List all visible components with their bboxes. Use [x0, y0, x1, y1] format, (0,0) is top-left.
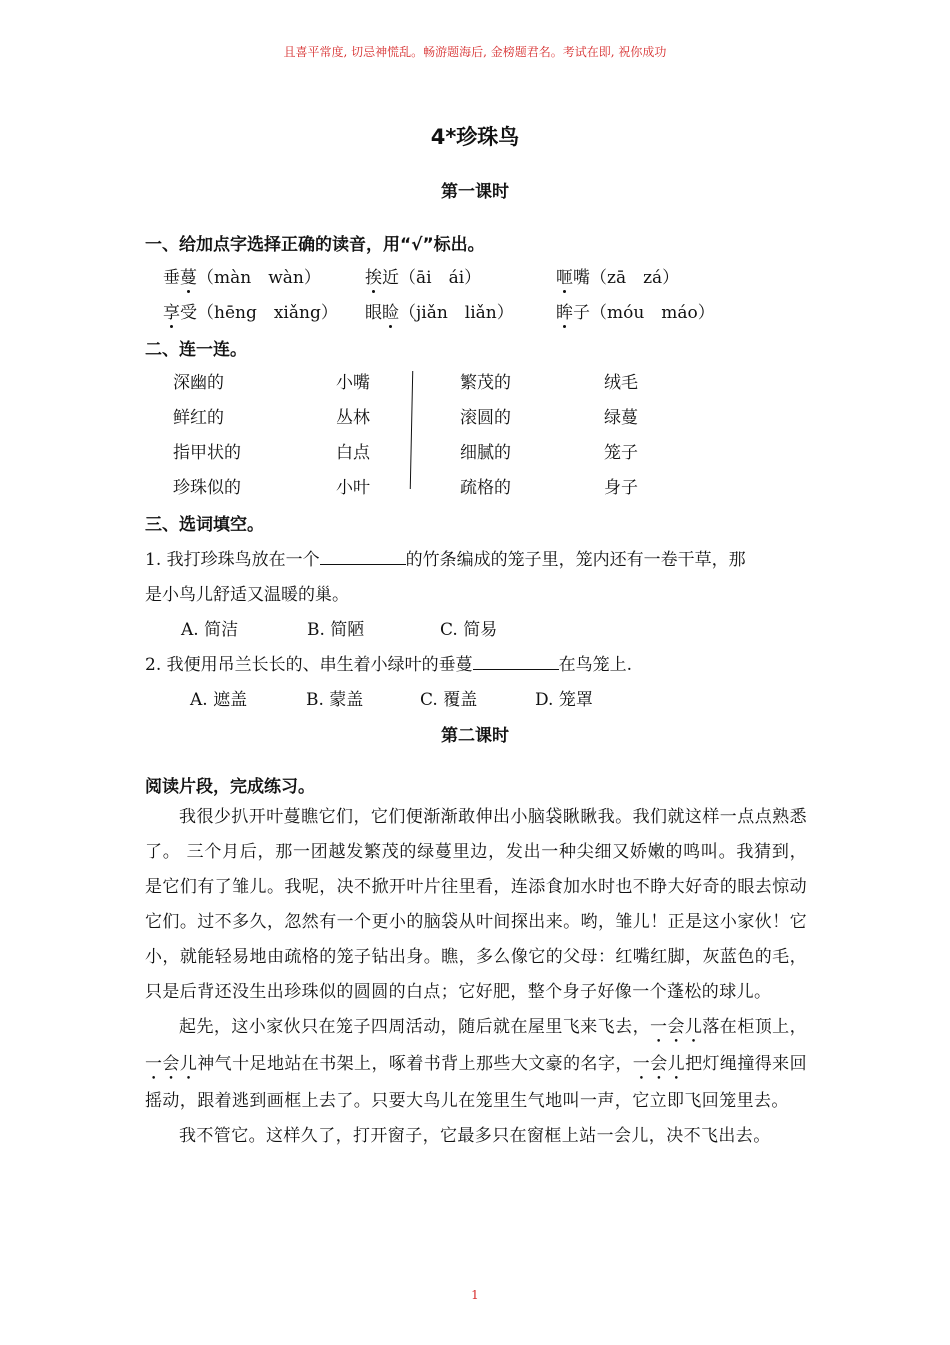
option-a: A. 简洁 — [181, 620, 239, 640]
reading-heading: 阅读片段，完成练习。 — [145, 777, 315, 797]
match-right-word: 身子 — [604, 478, 638, 498]
pinyin-item: 眼睑（jiǎn liǎn） — [365, 298, 514, 323]
section-three-heading: 三、选词填空。 — [145, 515, 264, 535]
match-left-word: 指甲状的 — [173, 443, 241, 463]
dotted-phrase: 一会儿 — [650, 1017, 703, 1037]
dotted-char: 睑 — [382, 298, 399, 323]
match-left-word: 滚圆的 — [460, 408, 511, 428]
match-left-word: 鲜红的 — [173, 408, 224, 428]
page-number: 1 — [471, 1288, 479, 1302]
page-header-motto: 且喜平常度, 切忌神慌乱。畅游题海后, 金榜题君名。考试在即, 祝你成功 — [283, 45, 667, 59]
paragraph-one: 我很少扒开叶蔓瞧它们，它们便渐渐敢伸出小脑袋瞅瞅我。我们就这样一点点熟悉了。 三个月后，那一团越发繁茂的绿蔓里边，发出一种尖细又娇嫩的鸣叫。我猜到，是它们有了雏儿。我呢，决不掀开叶片往里看，连添食加水时也不睁大好奇的眼去惊动它们。过不多久，忽然有一个更小的脑袋从叶间探出来。哟，雏儿！正是这小家伙！它小，就能轻易地由疏格的笼子钻出身。瞧，多么像它的父母：红嘴红脚，灰蓝色的毛，只是后背还没生出珍珠似的圆圆的白点；它好肥，整个身子好像一个蓬松的球儿。 — [145, 807, 807, 1002]
paragraph-three: 我不管它。这样久了，打开窗子，它最多只在窗框上站一会儿，决不飞出去。 — [179, 1126, 771, 1146]
option-b: B. 简陋 — [307, 620, 365, 640]
option-c: C. 简易 — [440, 620, 498, 640]
dotted-phrase: 一会儿 — [632, 1054, 686, 1074]
dotted-char: 享 — [163, 298, 180, 323]
dotted-char: 挨 — [365, 263, 382, 288]
section-one-heading: 一、给加点字选择正确的读音，用“√”标出。 — [145, 235, 485, 255]
dotted-phrase: 一会儿 — [145, 1054, 198, 1074]
pinyin-item: 眸子（móu máo） — [556, 298, 715, 323]
question-one: 1. 我打珍珠鸟放在一个 的竹条编成的笼子里，笼内还有一卷干草，那 — [145, 550, 746, 570]
match-right-word: 小嘴 — [336, 373, 370, 393]
dotted-char: 咂 — [556, 263, 573, 288]
option-a: A. 遮盖 — [190, 690, 248, 710]
dotted-char: 眸 — [556, 298, 573, 323]
lesson-two-heading: 第二课时 — [441, 726, 509, 746]
option-b: B. 蒙盖 — [306, 690, 364, 710]
reading-passage — [145, 800, 807, 1154]
match-left-word: 细腻的 — [460, 443, 511, 463]
section-two-heading: 二、连一连。 — [145, 340, 247, 360]
question-two: 2. 我便用吊兰长长的、串生着小绿叶的垂蔓 在鸟笼上. — [145, 655, 633, 675]
lesson-one-heading: 第一课时 — [441, 182, 509, 202]
match-right-word: 绒毛 — [604, 373, 638, 393]
paragraph-two: 起先，这小家伙只在笼子四周活动，随后就在屋里飞来飞去，一会儿落在柜顶上，一会儿神气十足地站在书架上，啄着书背上那些大文豪的名字，一会儿把灯绳撞得来回摇动，跟着逃到画框上去了。只要大鸟儿在笼里生气地叫一声，它立即飞回笼里去。 — [145, 1017, 807, 1111]
match-left-word: 疏格的 — [460, 478, 511, 498]
answer-blank[interactable] — [473, 653, 559, 670]
match-right-word: 丛林 — [336, 408, 370, 428]
page-title: 4*珍珠鸟 — [430, 125, 520, 149]
match-right-word: 白点 — [336, 443, 370, 463]
match-right-word: 笼子 — [604, 443, 638, 463]
pinyin-item: 垂蔓（màn wàn） — [163, 263, 321, 288]
match-left-word: 珍珠似的 — [173, 478, 241, 498]
column-divider — [410, 371, 413, 489]
match-right-word: 小叶 — [336, 478, 370, 498]
match-right-word: 绿蔓 — [604, 408, 638, 428]
pinyin-item: 享受（hēng xiǎng） — [163, 298, 338, 323]
question-one-continued: 是小鸟儿舒适又温暖的巢。 — [145, 585, 349, 605]
answer-blank[interactable] — [320, 548, 406, 565]
option-c: C. 覆盖 — [420, 690, 478, 710]
dotted-char: 蔓 — [180, 263, 197, 288]
pinyin-item: 咂嘴（zā zá） — [556, 263, 679, 288]
match-left-word: 繁茂的 — [460, 373, 511, 393]
option-d: D. 笼罩 — [535, 690, 593, 710]
pinyin-item: 挨近（āi ái） — [365, 263, 481, 288]
match-left-word: 深幽的 — [173, 373, 224, 393]
